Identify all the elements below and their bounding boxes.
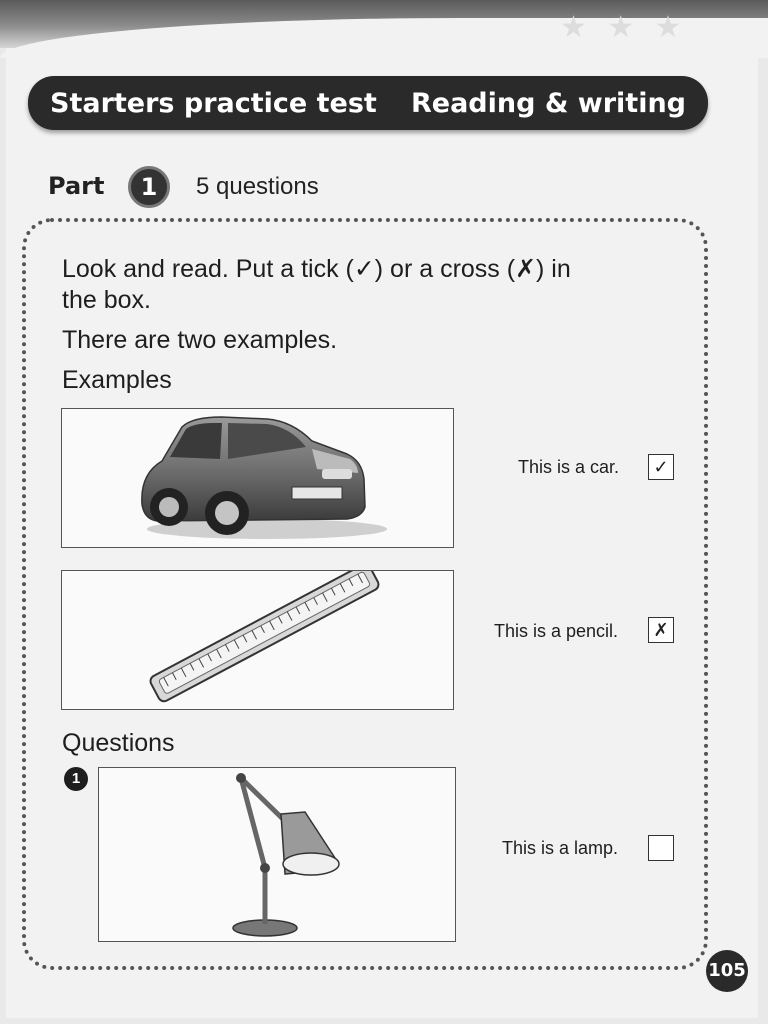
instruction-line-1: Look and read. Put a tick (✓) or a cross (✗) in — [62, 255, 571, 283]
header-bar — [28, 76, 708, 130]
answer-box-car[interactable]: ✓ — [648, 454, 674, 480]
questions-heading: Questions — [62, 729, 175, 757]
statement-car: This is a car. — [518, 457, 620, 477]
car-picture-frame — [61, 408, 454, 548]
page-number-badge: 105 — [706, 950, 748, 992]
part-label: Part — [48, 172, 105, 200]
statement-lamp: This is a lamp. — [502, 838, 619, 858]
answer-box-lamp[interactable] — [648, 835, 674, 861]
statement-pencil: This is a pencil. — [494, 621, 619, 641]
question-count: 5 questions — [196, 173, 319, 200]
instruction-line-3: There are two examples. — [62, 326, 338, 354]
lamp-picture-frame — [98, 767, 456, 942]
ruler-icon — [62, 571, 453, 709]
instruction-line-2: the box. — [62, 286, 151, 314]
section-title: Reading & writing — [410, 88, 686, 119]
ruler-picture-frame — [61, 570, 454, 710]
car-icon — [62, 409, 453, 547]
answer-box-pencil[interactable]: ✗ — [648, 617, 674, 643]
part-number-badge: 1 — [128, 166, 170, 208]
test-title: Starters practice test — [50, 88, 377, 119]
stars-icon: ★ ★ ★ — [560, 11, 688, 44]
question-number-1: 1 — [64, 767, 88, 791]
lamp-icon — [99, 768, 455, 941]
examples-heading: Examples — [62, 366, 172, 394]
